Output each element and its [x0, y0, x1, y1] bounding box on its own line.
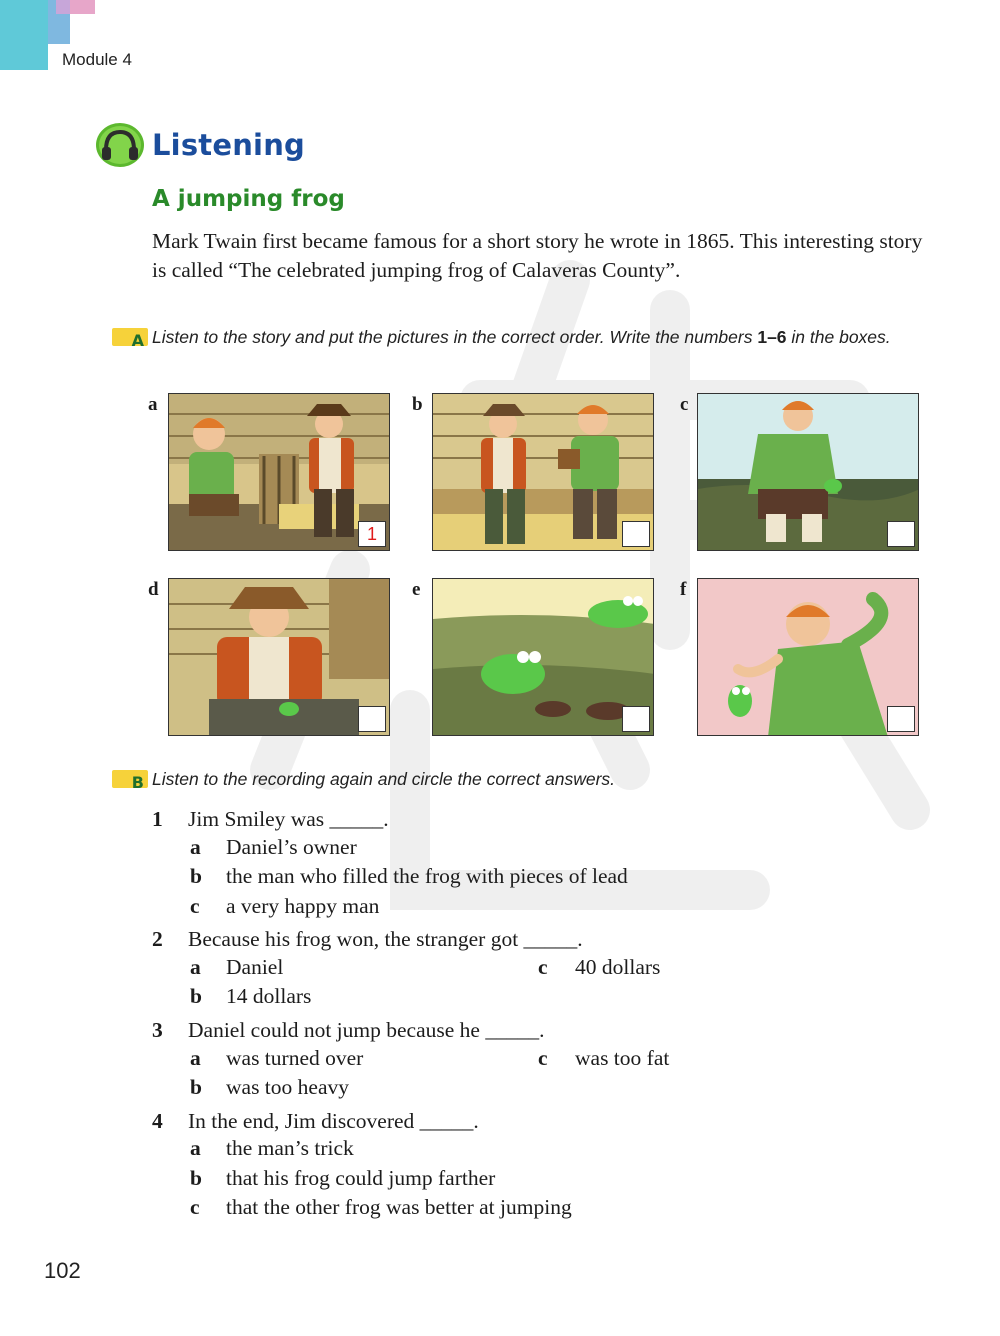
section-title: Listening	[152, 128, 306, 162]
order-box-f[interactable]	[887, 706, 915, 732]
sub-title: A jumping frog	[152, 186, 345, 212]
picture-e	[432, 578, 654, 736]
order-box-c[interactable]	[887, 521, 915, 547]
picture-letter-c: c	[680, 394, 689, 415]
order-box-d[interactable]	[358, 706, 386, 732]
picture-d	[168, 578, 390, 736]
task-a-badge: A	[112, 328, 148, 346]
task-b-instruction: B Listen to the recording again and circle the correct answers.	[112, 766, 942, 793]
picture-letter-e: e	[412, 579, 421, 600]
picture-c	[697, 393, 919, 551]
question-stem: Because his frog won, the stranger got _____.	[188, 927, 583, 951]
picture-letter-b: b	[412, 394, 423, 415]
task-a-instruction: A Listen to the story and put the pictures in the correct order. Write the numbers 1–6 in the boxes.	[112, 324, 942, 351]
question-stem: Daniel could not jump because he _____.	[188, 1018, 545, 1042]
order-box-a[interactable]: 1	[358, 521, 386, 547]
order-box-e[interactable]	[622, 706, 650, 732]
intro-paragraph: Mark Twain first became famous for a short story he wrote in 1865. This interesting story is called “The celebrated jumping frog of Calaveras County”.	[152, 229, 923, 282]
headphones-icon	[95, 122, 145, 168]
picture-letter-f: f	[680, 579, 687, 600]
picture-a	[168, 393, 390, 551]
question-stem: Jim Smiley was _____.	[188, 807, 389, 831]
picture-f	[697, 578, 919, 736]
picture-b	[432, 393, 654, 551]
order-box-b[interactable]	[622, 521, 650, 547]
task-b-badge: B	[112, 770, 148, 788]
page-number: 102	[44, 1258, 81, 1283]
picture-letter-a: a	[148, 394, 158, 415]
module-label: Module 4	[62, 50, 132, 69]
question-stem: In the end, Jim discovered _____.	[188, 1109, 479, 1133]
picture-letter-d: d	[148, 579, 159, 600]
